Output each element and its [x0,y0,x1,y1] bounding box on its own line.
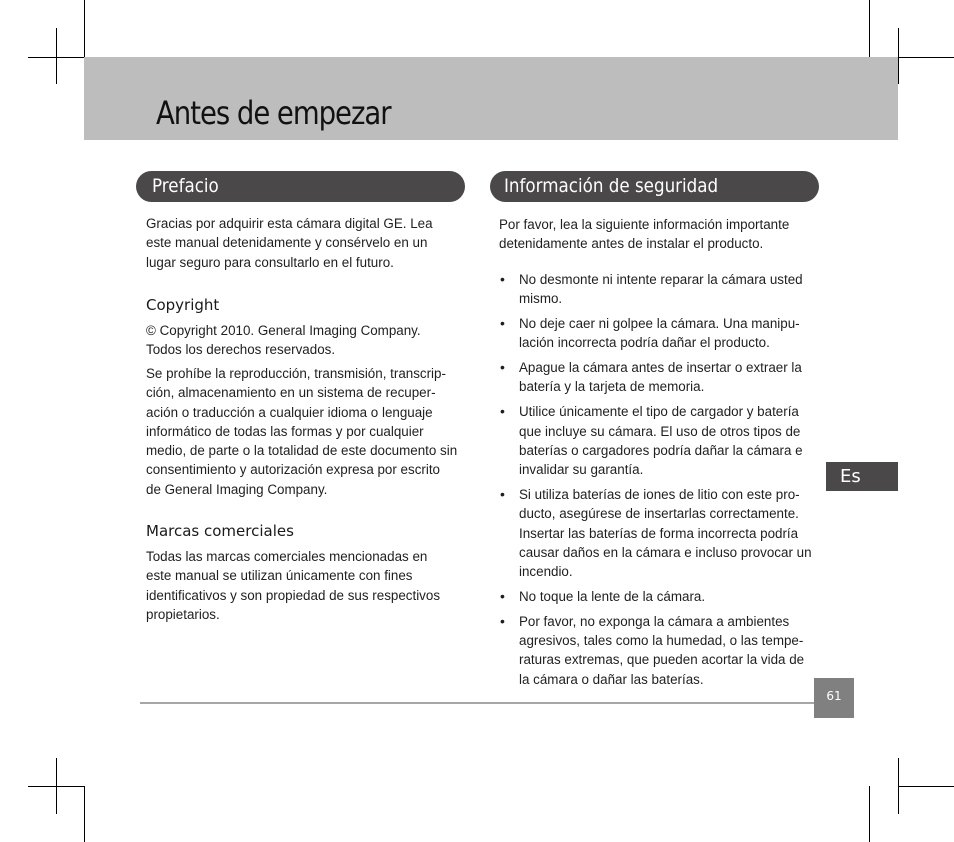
list-item: • Apague la cámara antes de insertar o extraer la batería y la tarjeta de memoria. [499,358,815,397]
list-item: • No toque la lente de la cámara. [499,587,815,606]
list-item: • Utilice únicamente el tipo de cargador y batería que incluye su cámara. El uso de otros tipos de baterías o cargadores podría dañar la cámara e invalidar su garantía. [499,402,815,479]
section-heading-seguridad [490,171,819,202]
crop-mark [898,28,899,84]
safety-intro: Por favor, lea la siguiente información importante detenidamente antes de instalar el producto. [499,217,790,252]
section-heading-prefacio [136,171,465,202]
list-item: • No deje caer ni golpee la cámara. Una manipu-lación incorrecta podría dañar el producto. [499,314,815,353]
page-number: 61 [814,678,854,718]
crop-mark [869,0,870,57]
header-band [84,57,898,140]
trademarks-body: Todas las marcas comerciales mencionadas en este manual se utilizan únicamente con fines identificativos y son propiedad de sus respectivos propietarios. [146,549,441,622]
crop-mark [898,57,954,58]
section-heading-label: Prefacio [152,175,219,197]
crop-mark [84,0,85,57]
crop-mark [869,786,870,842]
section-heading-label: Información de seguridad [504,175,719,197]
safety-list [499,270,815,694]
list-item: • Si utiliza baterías de iones de litio con este pro-ducto, asegúrese de insertarlas correctamente. Insertar las baterías de forma incorrecta podría causar daños en la cámara e incluso provocar un incendio. [499,485,815,581]
language-tab: Es [826,462,898,491]
crop-mark [56,758,57,814]
trademarks-heading: Marcas comerciales [146,522,294,540]
copyright-heading: Copyright [146,296,220,314]
crop-mark [898,758,899,814]
crop-mark [56,28,57,84]
list-item: • No desmonte ni intente reparar la cámara usted mismo. [499,270,815,309]
crop-mark [84,786,85,842]
copyright-body: Se prohíbe la reproducción, transmisión, transcrip-ción, almacenamiento en un sistema de recuper-ación o traducción a cualquier idioma o lenguaje informático de todas las formas y por cualquier medio, de parte o la totalidad de este documento sin consentimiento y autorización expresa por escrito de General Imaging Company. [146,366,458,497]
crop-mark [898,786,954,787]
page-title: Antes de empezar [156,94,391,132]
footer-rule [140,702,814,704]
copyright-notice: © Copyright 2010. General Imaging Company. Todos los derechos reservados. [146,323,421,358]
preface-intro: Gracias por adquirir esta cámara digital GE. Lea este manual detenidamente y consérvelo en un lugar seguro para consultarlo en el futuro. [146,216,433,270]
list-item: • Por favor, no exponga la cámara a ambientes agresivos, tales como la humedad, o las tempe-raturas extremas, que pueden acortar la vida de la cámara o dañar las baterías. [499,612,815,689]
